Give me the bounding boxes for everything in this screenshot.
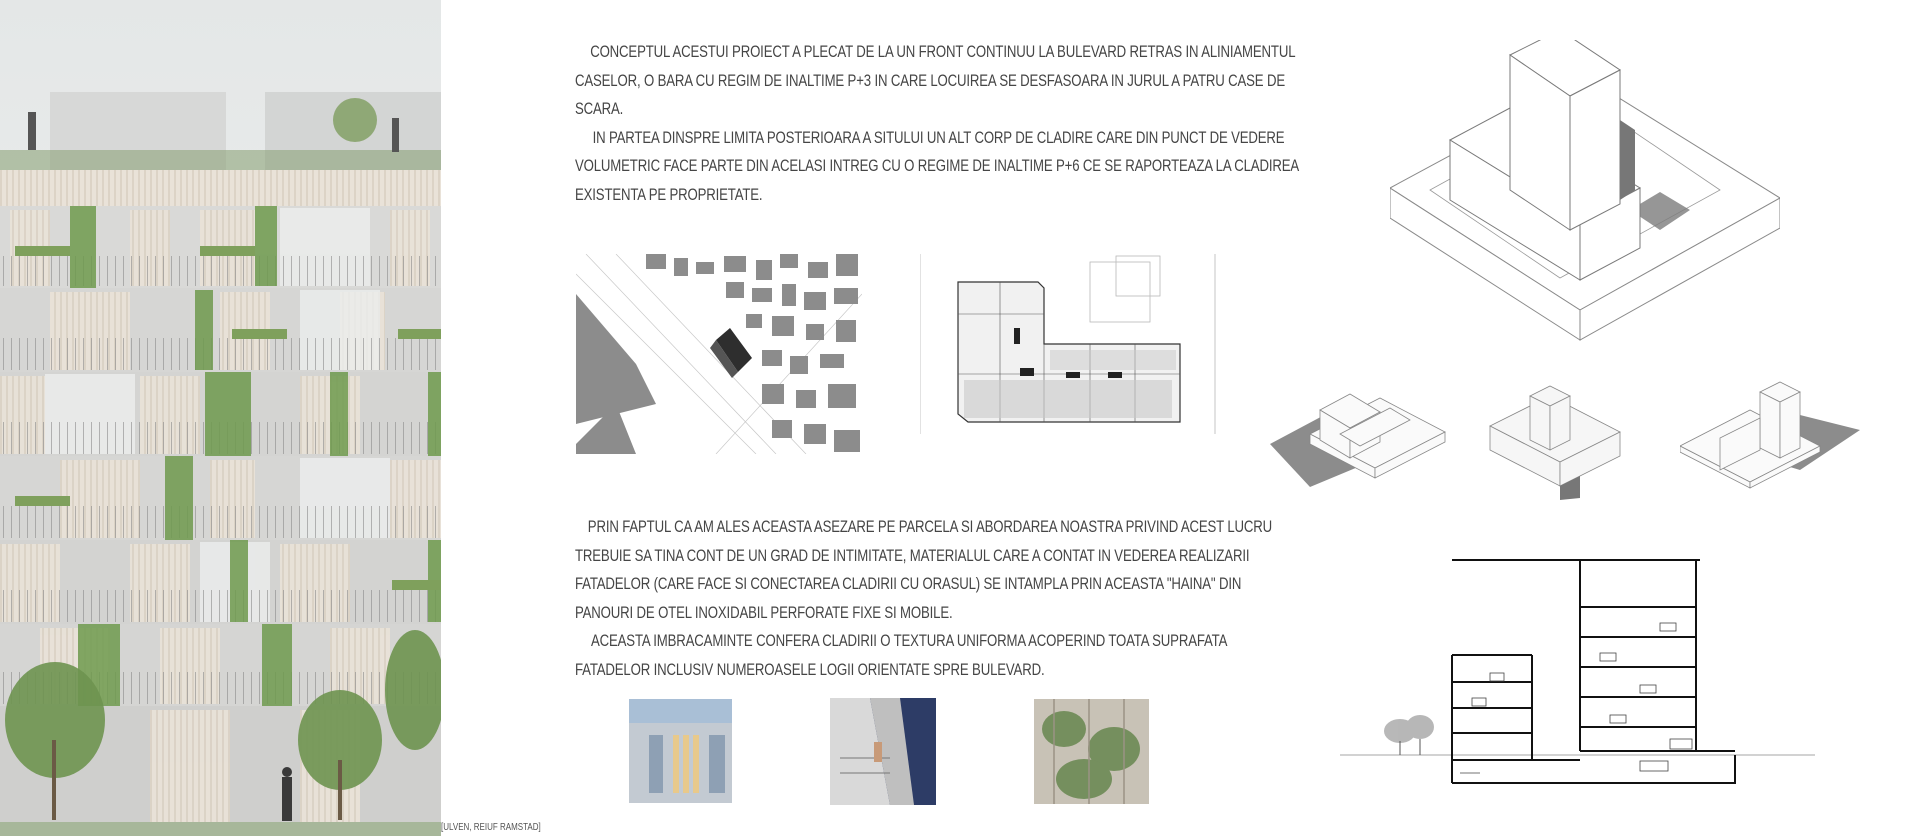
reference-photo-3 [1034, 699, 1149, 804]
text-line: IN PARTEA DINSPRE LIMITA POSTERIOARA A SITULUI UN ALT CORP DE CLADIRE CARE DIN PUNCT DE VEDERE [592, 128, 1285, 147]
isometric-variant-2 [1480, 376, 1640, 500]
building-section [1340, 555, 1820, 785]
isometric-variant-1 [1270, 382, 1450, 492]
facade-paragraph [575, 513, 1272, 685]
site-plan [576, 254, 862, 454]
isometric-variant-3 [1680, 380, 1860, 490]
facade-render [0, 0, 441, 836]
text-line: ACEASTA IMBRACAMINTE CONFERA CLADIRII O TEXTURA UNIFORMA ACOPERIND TOATA SUPRAFATA [591, 632, 1228, 651]
text-line: CASELOR, O BARA CU REGIM DE INALTIME P+3 IN CARE LOCUIREA SE DESFASOARA IN JURUL A PATRU CASE DE [575, 71, 1285, 90]
text-line: PANOURI DE OTEL INOXIDABIL PERFORATE FIXE SI MOBILE. [575, 603, 953, 622]
text-line: EXISTENTA PE PROPRIETATE. [575, 185, 763, 204]
text-line: VOLUMETRIC FACE PARTE DIN ACELASI INTREG CU O REGIME DE INALTIME P+6 CE SE RAPORTEAZA LA CLADIREA [575, 157, 1299, 176]
reference-photo-1 [629, 699, 732, 803]
image-credit: [ULVEN, REIUF RAMSTAD] [441, 822, 541, 833]
text-line: FATADELOR (CARE FACE SI CONECTAREA CLADIRII CU ORASUL) SE INTAMPLA PRIN ACEASTA "HAINA" DIN [575, 575, 1242, 594]
text-line: TREBUIE SA TINA CONT DE UN GRAD DE INTIMITATE, MATERIALUL CARE A CONTAT IN VEDEREA REALIZARII [575, 546, 1250, 565]
text-line: SCARA. [575, 100, 624, 119]
floor-plan [920, 254, 1220, 460]
text-line: FATADELOR INCLUSIV NUMEROASELE LOGII ORIENTATE SPRE BULEVARD. [575, 660, 1045, 679]
isometric-axonometry [1390, 40, 1780, 380]
text-line: PRIN FAPTUL CA AM ALES ACEASTA ASEZARE PE PARCELA SI ABORDAREA NOASTRA PRIVIND ACEST LUCRU [587, 518, 1273, 536]
reference-photo-2 [830, 698, 936, 805]
text-line: CONCEPTUL ACESTUI PROIECT A PLECAT DE LA UN FRONT CONTINUU LA BULEVARD RETRAS IN ALINIAMENTUL [590, 43, 1296, 61]
concept-paragraph [575, 38, 1299, 210]
